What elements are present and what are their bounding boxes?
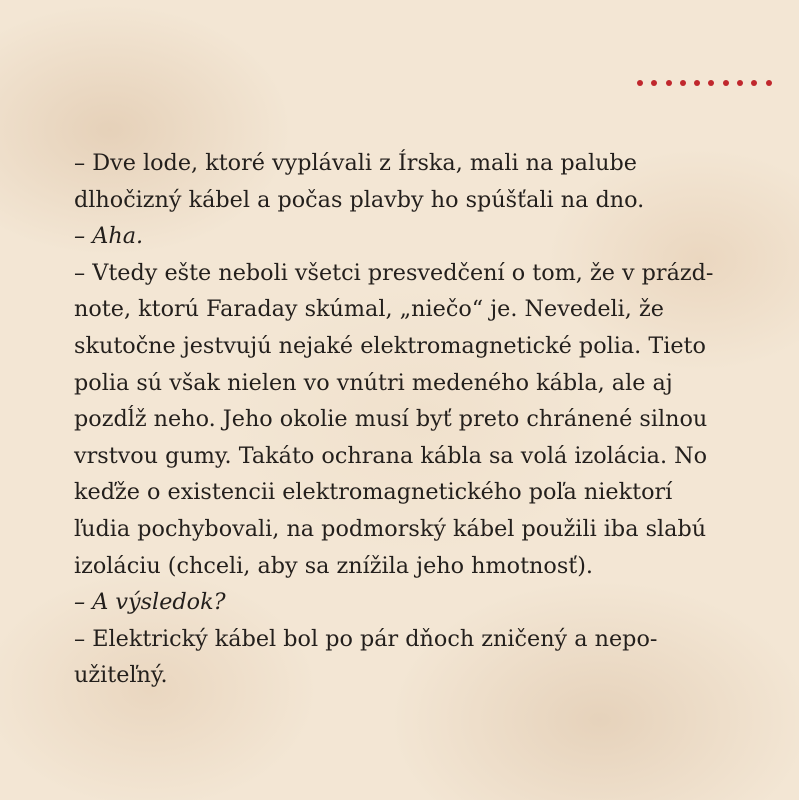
text-line: dlhočizný kábel a počas plavby ho spúšťali na dno. bbox=[74, 186, 645, 213]
dot-icon bbox=[723, 80, 729, 86]
dialogue-text-block bbox=[74, 145, 764, 694]
dot-icon bbox=[680, 80, 686, 86]
dot-icon bbox=[651, 80, 657, 86]
text-line: – Dve lode, ktoré vyplávali z Írska, mali na palube bbox=[74, 150, 637, 176]
text-line: izoláciu (chceli, aby sa znížila jeho hmotnosť). bbox=[74, 552, 594, 579]
dot-icon bbox=[766, 80, 772, 86]
text-line: užiteľný. bbox=[74, 662, 168, 689]
text-line: – Elektrický kábel bol po pár dňoch zničený a nepo- bbox=[74, 625, 658, 652]
dot-icon bbox=[694, 80, 700, 86]
dot-icon bbox=[708, 80, 714, 86]
text-line-italic: – A výsledok? bbox=[74, 589, 226, 616]
text-line: keďže o existencii elektromagnetického poľa niektorí bbox=[74, 479, 673, 506]
dot-icon bbox=[637, 80, 643, 86]
text-line-italic: – Aha. bbox=[74, 223, 144, 250]
decorative-dot-row bbox=[637, 80, 772, 86]
dot-icon bbox=[737, 80, 743, 86]
text-line: vrstvou gumy. Takáto ochrana kábla sa volá izolácia. No bbox=[74, 442, 708, 469]
text-line: – Vtedy ešte neboli všetci presvedčení o tom, že v prázd- bbox=[74, 259, 714, 286]
dot-icon bbox=[751, 80, 757, 86]
dot-icon bbox=[666, 80, 672, 86]
text-line: pozdĺž neho. Jeho okolie musí byť preto chránené silnou bbox=[74, 406, 708, 433]
text-line: ľudia pochybovali, na podmorský kábel použili iba slabú bbox=[74, 515, 707, 542]
text-line: skutočne jestvujú nejaké elektromagnetické polia. Tieto bbox=[74, 332, 706, 359]
text-line: polia sú však nielen vo vnútri medeného kábla, ale aj bbox=[74, 369, 673, 396]
text-line: note, ktorú Faraday skúmal, „niečo“ je. Nevedeli, že bbox=[74, 296, 664, 323]
